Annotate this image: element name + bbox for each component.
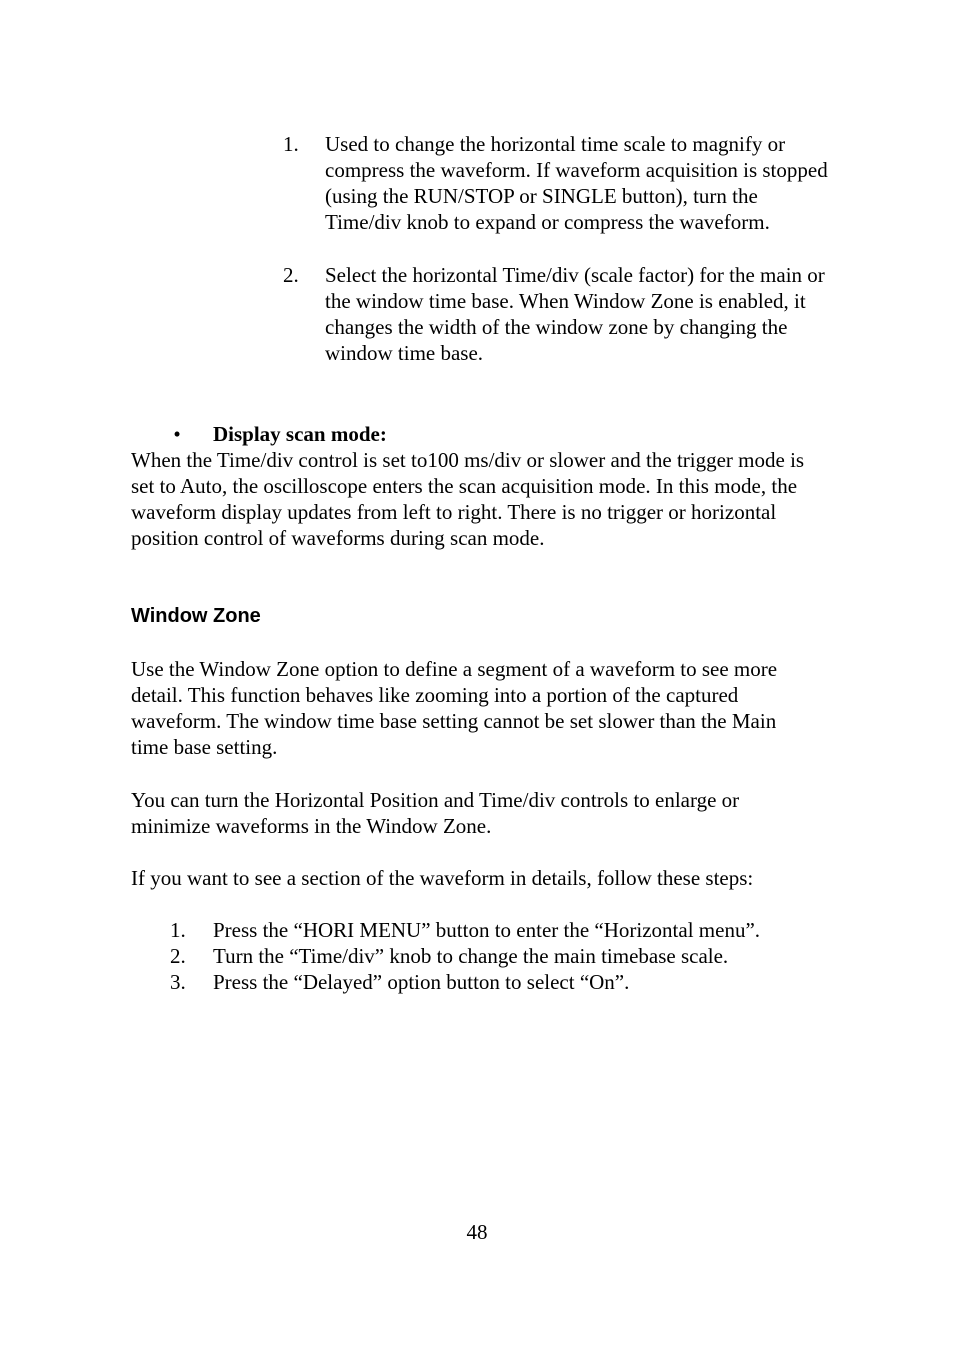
- intro-item-2-number: 2.: [283, 263, 299, 287]
- window-zone-paragraph-3: If you want to see a section of the waveform in details, follow these steps:: [131, 866, 754, 890]
- intro-item-1-text: Used to change the horizontal time scale to magnify or compress the waveform. If waveform acquisition is stopped (using the RUN/STOP or SINGLE button), turn the Time/div knob to expand or compress the waveform.: [325, 132, 828, 234]
- window-zone-paragraph-1: Use the Window Zone option to define a segment of a waveform to see more detail. This function behaves like zooming into a portion of the captured waveform. The window time base setting cannot be set slower than the Main time base setting.: [131, 657, 778, 759]
- step-2-number: 2.: [170, 944, 186, 968]
- step-1-number: 1.: [170, 918, 186, 942]
- step-3-text: Press the “Delayed” option button to select “On”.: [213, 970, 630, 994]
- intro-item-2-text: Select the horizontal Time/div (scale factor) for the main or the window time base. When Window Zone is enabled, it changes the width of the window zone by changing the window time base.: [325, 263, 825, 365]
- scan-mode-bullet: •: [173, 422, 181, 446]
- step-3-number: 3.: [170, 970, 186, 994]
- step-1-text: Press the “HORI MENU” button to enter the “Horizontal menu”.: [213, 918, 761, 942]
- section-heading: Window Zone: [131, 605, 261, 627]
- page-number: 48: [466, 1220, 488, 1244]
- intro-item-1-number: 1.: [283, 132, 299, 156]
- step-2-text: Turn the “Time/div” knob to change the main timebase scale.: [213, 944, 729, 968]
- scan-mode-body: When the Time/div control is set to100 ms/div or slower and the trigger mode is set to Auto, the oscilloscope enters the scan acquisition mode. In this mode, the waveform display updates from left to right. There is no trigger or horizontal position control of waveforms during scan mode.: [131, 448, 805, 550]
- scan-mode-label: Display scan mode:: [213, 422, 387, 446]
- window-zone-paragraph-2: You can turn the Horizontal Position and Time/div controls to enlarge or minimize waveforms in the Window Zone.: [131, 788, 740, 838]
